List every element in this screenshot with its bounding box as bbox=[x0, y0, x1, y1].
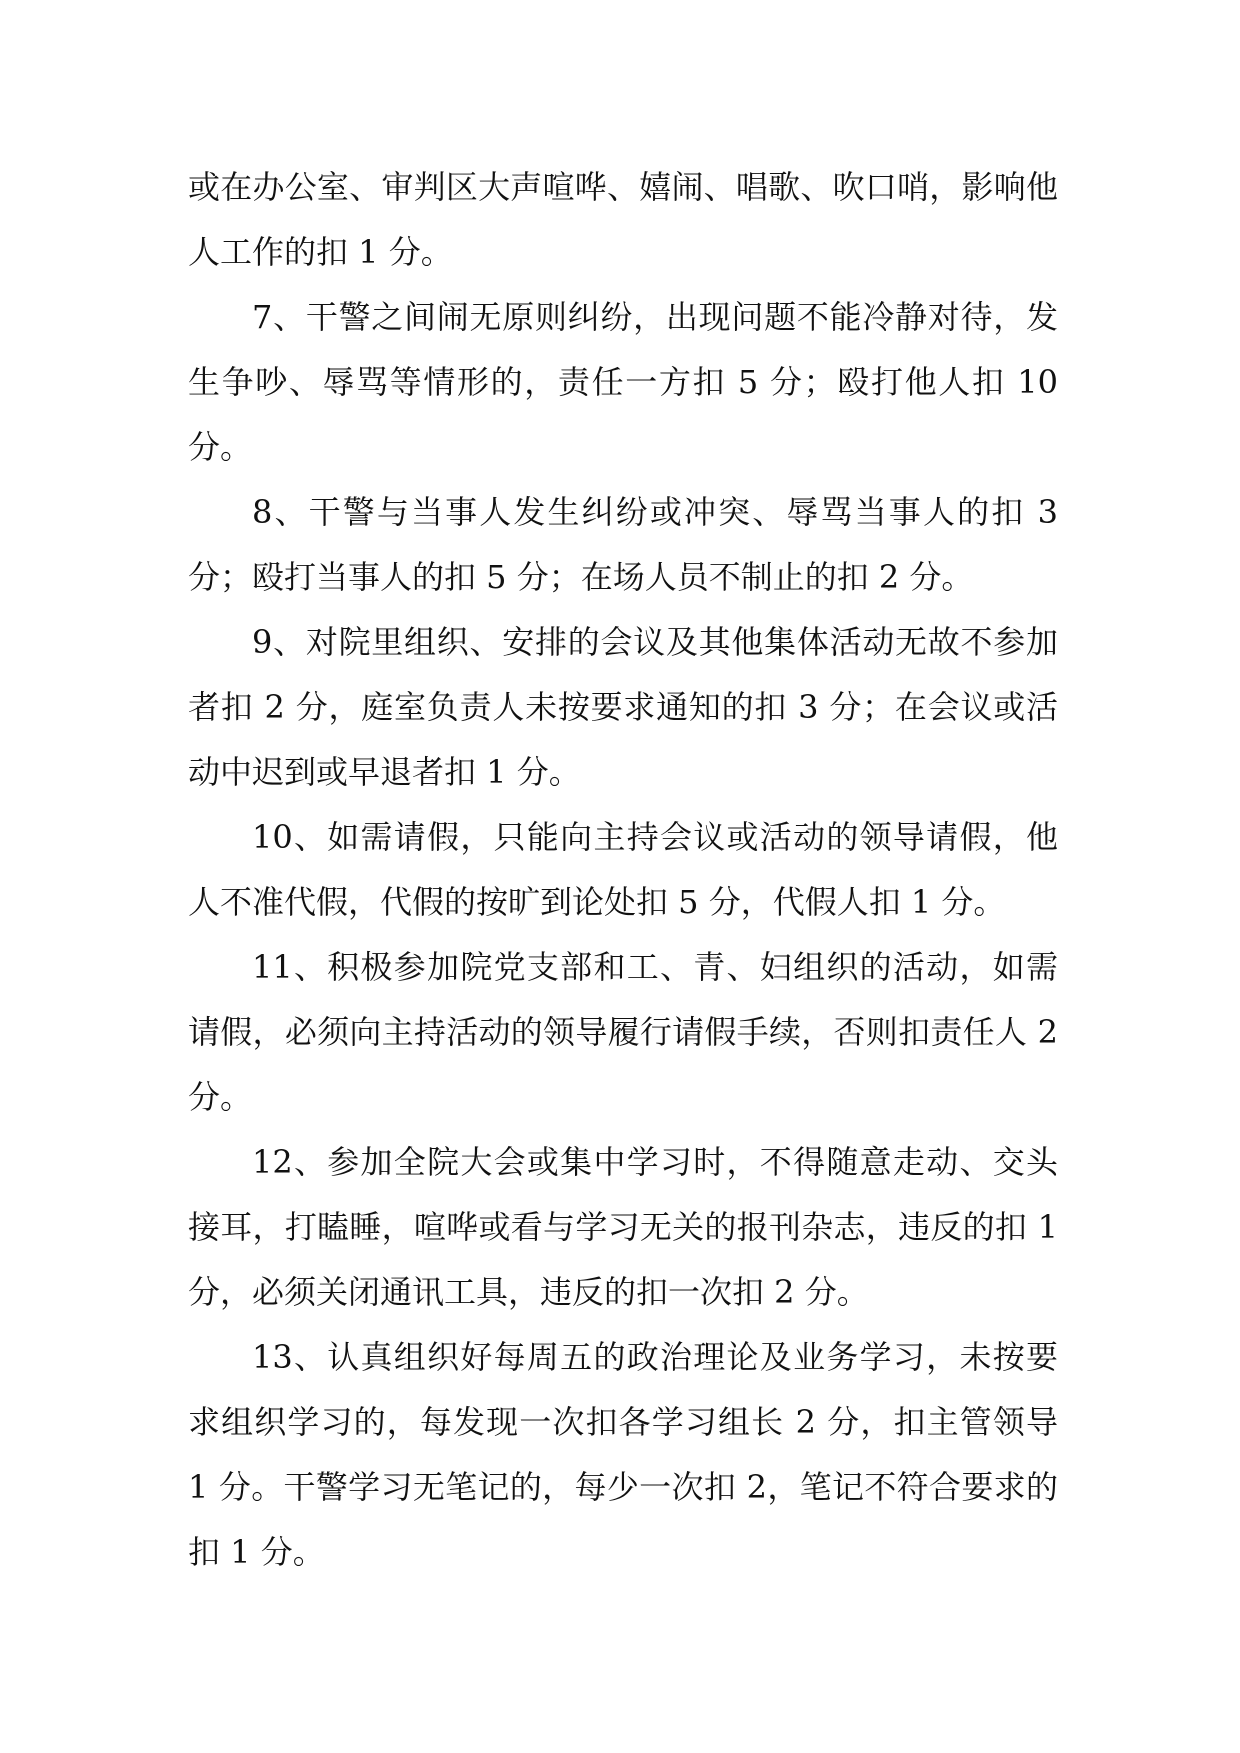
paragraph-item-12: 12、参加全院大会或集中学习时，不得随意走动、交头接耳，打瞌睡，喧哗或看与学习无关的报刊杂志，违反的扣 1 分，必须关闭通讯工具，违反的扣一次扣 2 分。 bbox=[188, 1143, 1058, 1311]
paragraph-item-9: 9、对院里组织、安排的会议及其他集体活动无故不参加者扣 2 分，庭室负责人未按要求通知的扣 3 分；在会议或活动中迟到或早退者扣 1 分。 bbox=[188, 623, 1058, 791]
document-body bbox=[188, 155, 1058, 1585]
paragraph-item-7: 7、干警之间闹无原则纠纷，出现问题不能冷静对待，发生争吵、辱骂等情形的，责任一方扣 5 分；殴打他人扣 10 分。 bbox=[188, 298, 1058, 466]
paragraph-item-10: 10、如需请假，只能向主持会议或活动的领导请假，他人不准代假，代假的按旷到论处扣 5 分，代假人扣 1 分。 bbox=[188, 818, 1058, 921]
paragraph-item-13: 13、认真组织好每周五的政治理论及业务学习，未按要求组织学习的，每发现一次扣各学习组长 2 分，扣主管领导 1 分。干警学习无笔记的，每少一次扣 2，笔记不符合要求的扣 1 分。 bbox=[188, 1338, 1058, 1571]
paragraph-item-11: 11、积极参加院党支部和工、青、妇组织的活动，如需请假，必须向主持活动的领导履行请假手续，否则扣责任人 2 分。 bbox=[188, 948, 1058, 1116]
paragraph-continuation-6: 或在办公室、审判区大声喧哗、嬉闹、唱歌、吹口哨，影响他人工作的扣 1 分。 bbox=[188, 168, 1058, 271]
paragraph-item-8: 8、干警与当事人发生纠纷或冲突、辱骂当事人的扣 3 分；殴打当事人的扣 5 分；在场人员不制止的扣 2 分。 bbox=[188, 493, 1058, 596]
